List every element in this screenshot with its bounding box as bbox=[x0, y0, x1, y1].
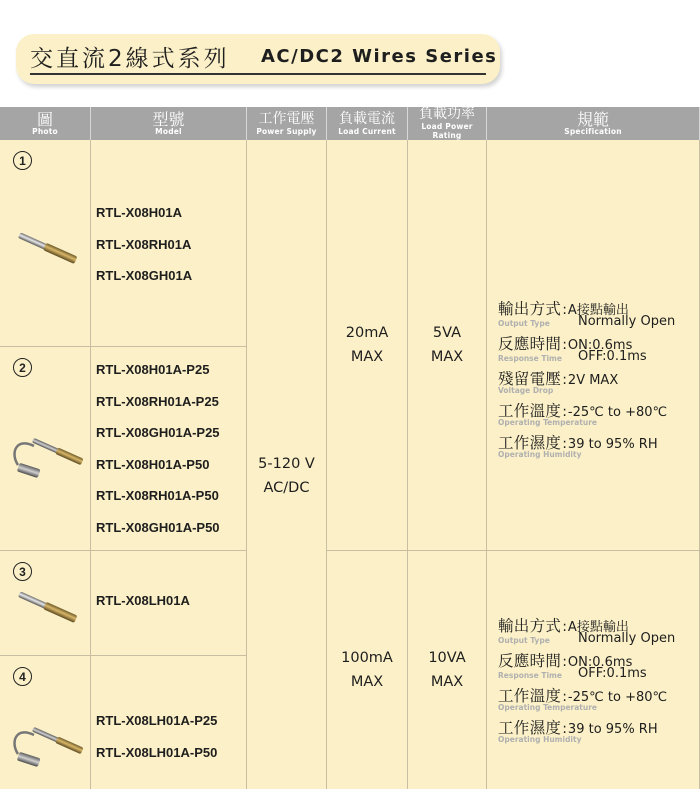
spec-output-type bbox=[498, 614, 699, 645]
spec-value: A接點輸出 bbox=[567, 620, 629, 635]
power-supply-cell bbox=[247, 140, 327, 789]
spec-value-secondary: Normally Open bbox=[578, 314, 676, 329]
spec-value: -25℃ to +80℃ bbox=[567, 405, 668, 420]
header-sublabel: Power Supply bbox=[256, 126, 317, 136]
spec-value: 39 to 95% RH bbox=[567, 722, 658, 737]
model-number: RTL-X08H01A bbox=[96, 205, 182, 220]
spec-value: 2V MAX bbox=[567, 373, 619, 388]
spec-operating-temperature bbox=[498, 399, 699, 427]
model-number: RTL-X08H01A-P50 bbox=[96, 456, 210, 472]
spec-english-label: Operating Temperature bbox=[498, 418, 598, 427]
load-current-cell-2 bbox=[327, 551, 408, 789]
spec-operating-temperature bbox=[498, 684, 699, 712]
spec-colon: : bbox=[562, 654, 567, 670]
header-label: 型號 bbox=[152, 109, 185, 129]
spec-english-label: Output Type bbox=[498, 636, 550, 645]
spec-colon: : bbox=[562, 689, 567, 705]
spec-response-time bbox=[498, 332, 699, 363]
header-load-power bbox=[408, 107, 487, 140]
power-supply-value: 5-120 V bbox=[258, 455, 315, 472]
spec-cell-1 bbox=[487, 140, 700, 551]
row-number-badge: 3 bbox=[13, 562, 32, 581]
spec-english-label: Operating Humidity bbox=[498, 450, 582, 459]
header-load-current bbox=[327, 107, 408, 140]
load-current-value: 100mA bbox=[341, 650, 393, 666]
spec-colon: : bbox=[562, 372, 567, 388]
spec-value: ON:0.6ms bbox=[567, 338, 633, 353]
spec-value-secondary: Normally Open bbox=[578, 631, 676, 646]
spec-label: 輸出方式 bbox=[498, 617, 562, 635]
row-number-badge: 4 bbox=[13, 667, 32, 686]
model-number: RTL-X08GH01A-P50 bbox=[96, 519, 220, 535]
spec-english-label: Voltage Drop bbox=[498, 386, 554, 395]
header-label: 工作電壓 bbox=[258, 110, 315, 127]
spec-table bbox=[0, 107, 700, 789]
photo-cell-4 bbox=[0, 656, 91, 789]
model-number: RTL-X08LH01A-P50 bbox=[96, 744, 218, 760]
header-sublabel: Load Current bbox=[338, 126, 396, 136]
load-power-value: 5VA bbox=[432, 325, 462, 341]
spec-colon: : bbox=[562, 721, 567, 737]
load-current-max: MAX bbox=[350, 349, 384, 365]
photo-cell-3 bbox=[0, 551, 91, 656]
header-power-supply bbox=[247, 107, 327, 140]
spec-label: 輸出方式 bbox=[498, 300, 562, 318]
header-sublabel: Model bbox=[155, 126, 182, 136]
load-current-value: 20mA bbox=[345, 325, 389, 341]
header-label: 負載電流 bbox=[339, 110, 395, 127]
spec-label: 工作溫度 bbox=[498, 687, 562, 705]
spec-colon: : bbox=[562, 404, 567, 420]
model-number: RTL-X08GH01A bbox=[96, 268, 193, 283]
row-number-badge: 1 bbox=[13, 151, 32, 170]
model-cell-4 bbox=[91, 656, 247, 789]
spec-colon: : bbox=[562, 337, 567, 353]
header-sublabel: Load Power Rating bbox=[421, 122, 473, 140]
spec-label: 工作濕度 bbox=[498, 434, 562, 452]
load-power-value: 10VA bbox=[428, 650, 466, 666]
title-underline bbox=[30, 73, 486, 75]
load-power-cell-1 bbox=[408, 140, 487, 551]
row-number-badge: 2 bbox=[13, 358, 32, 377]
model-number: RTL-X08RH01A bbox=[96, 236, 192, 252]
spec-value: 39 to 95% RH bbox=[567, 437, 658, 452]
model-number: RTL-X08RH01A-P50 bbox=[96, 488, 219, 503]
spec-value-secondary: OFF:0.1ms bbox=[578, 349, 647, 364]
spec-value: -25℃ to +80℃ bbox=[567, 690, 668, 705]
header-label: 規範 bbox=[576, 109, 609, 129]
title-chinese: 交直流2線式系列 bbox=[30, 46, 230, 72]
spec-english-label: Operating Humidity bbox=[498, 735, 582, 744]
spec-operating-humidity bbox=[498, 716, 699, 744]
model-cell-2 bbox=[91, 347, 247, 551]
load-power-max: MAX bbox=[430, 674, 464, 690]
model-number: RTL-X08H01A-P25 bbox=[96, 362, 210, 377]
load-current-max: MAX bbox=[350, 674, 384, 690]
spec-response-time bbox=[498, 649, 699, 680]
load-current-cell-1 bbox=[327, 140, 408, 551]
spec-english-label: Response Time bbox=[498, 354, 562, 363]
spec-english-label: Response Time bbox=[498, 671, 562, 680]
photo-cell-1 bbox=[0, 140, 91, 347]
spec-english-label: Output Type bbox=[498, 319, 550, 328]
model-cell-1 bbox=[91, 140, 247, 347]
model-number: RTL-X08LH01A-P25 bbox=[96, 713, 218, 728]
title-english: AC/DC2 Wires Series bbox=[261, 46, 498, 67]
sensor-image bbox=[14, 587, 82, 629]
header-sublabel: Photo bbox=[32, 126, 58, 136]
spec-value: A接點輸出 bbox=[567, 303, 629, 318]
header-model bbox=[91, 107, 247, 140]
spec-english-label: Operating Temperature bbox=[498, 703, 598, 712]
header-sublabel: Specification bbox=[564, 126, 622, 136]
header-label: 負載功率 bbox=[419, 106, 475, 122]
load-power-cell-2 bbox=[408, 551, 487, 789]
spec-output-type bbox=[498, 297, 699, 328]
model-number: RTL-X08GH01A-P25 bbox=[96, 425, 220, 440]
spec-colon: : bbox=[562, 302, 567, 318]
photo-cell-2 bbox=[0, 347, 91, 551]
header-photo bbox=[0, 107, 91, 140]
spec-label: 反應時間 bbox=[498, 335, 562, 353]
model-number: RTL-X08LH01A bbox=[96, 593, 190, 608]
header-label: 圖 bbox=[36, 109, 53, 129]
spec-value-secondary: OFF:0.1ms bbox=[578, 666, 647, 681]
spec-operating-humidity bbox=[498, 431, 699, 459]
title-badge bbox=[16, 34, 500, 84]
spec-label: 殘留電壓 bbox=[498, 370, 562, 388]
spec-value: ON:0.6ms bbox=[567, 655, 633, 670]
load-power-max: MAX bbox=[430, 349, 464, 365]
spec-label: 工作溫度 bbox=[498, 402, 562, 420]
spec-voltage-drop bbox=[498, 367, 699, 395]
spec-cell-2 bbox=[487, 551, 700, 789]
sensor-with-connector-image bbox=[8, 714, 86, 774]
spec-label: 工作濕度 bbox=[498, 719, 562, 737]
sensor-image bbox=[14, 228, 82, 270]
sensor-with-connector-image bbox=[8, 425, 86, 485]
model-cell-3 bbox=[91, 551, 247, 656]
spec-label: 反應時間 bbox=[498, 652, 562, 670]
model-number: RTL-X08RH01A-P25 bbox=[96, 393, 219, 409]
spec-colon: : bbox=[562, 619, 567, 635]
spec-colon: : bbox=[562, 436, 567, 452]
power-supply-unit: AC/DC bbox=[263, 479, 310, 496]
header-specification bbox=[487, 107, 700, 140]
